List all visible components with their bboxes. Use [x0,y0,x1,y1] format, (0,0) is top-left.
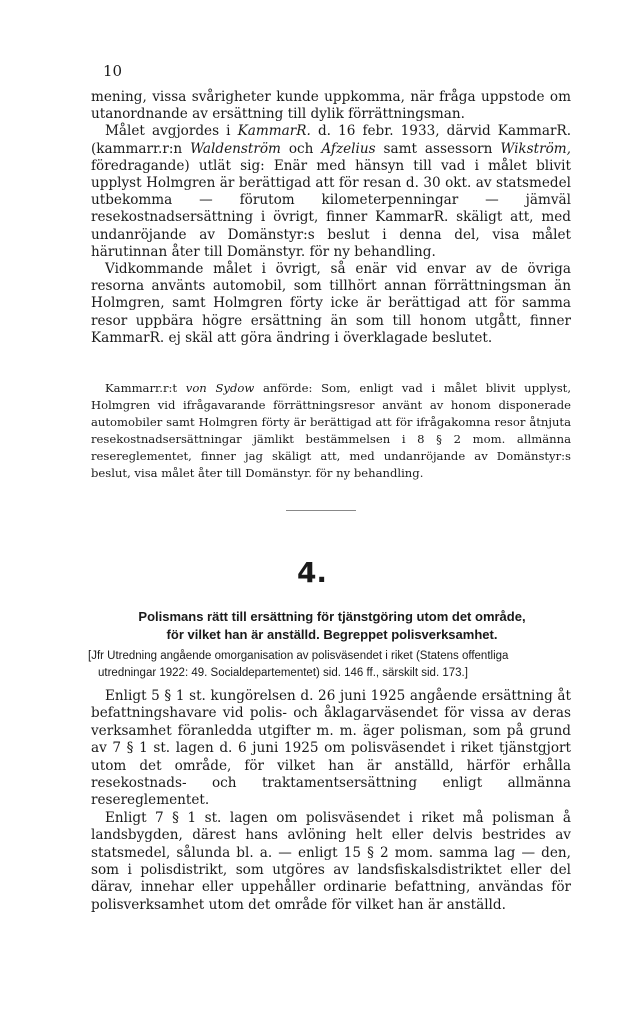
italic-name: Afzelius [321,140,376,157]
section-two-body [91,688,571,914]
page-number: 10 [103,62,123,80]
reference-note [88,648,576,682]
paragraph-3: Vidkommande målet i övrigt, så enär vid envar av de övriga resorna använts automobil, som tillhört annan förrättningsman än Holmgren, samt Holmgren förty icke är berättigad att för samma resor uppbära högre ersättning än som till honom utgått, finner KammarR. ej skäl att göra ändring i överklagade beslutet. [91,261,571,346]
text-run: föredragande) utlät sig: Enär med hänsyn till vad i målet blivit upplyst Holmgren är berättigad att för resan d. 30 okt. av statsmedel utbekomma — förutom kilometerpenningar — jämväl resekostnadsersättning i övrigt, finner KammarR. skäligt att, med undanröjande av Domänstyr:s beslut i denna del, visa målet härutinnan åter till Domänstyr. för ny behandling. [91,157,571,260]
text-run: Kammarr.r:t [105,381,186,395]
italic-name: von Sydow [185,381,255,395]
paragraph-2 [91,123,571,261]
section-divider [286,510,356,511]
text-run: d. 16 febr. 1933, därvid KammarR. (kammarr.r:n [91,123,572,157]
section-one-body [91,89,571,347]
section-number: 4. [296,556,328,589]
dissent-quote [91,380,571,481]
italic-name: Waldenström [190,140,281,157]
quote-paragraph [91,380,571,481]
italic-run: KammarR. [237,123,311,140]
paragraph-1: mening, vissa svårigheter kunde uppkomma, när fråga uppstode om utanordnande av ersättning till dylik förrättningsman. [91,89,571,123]
text-run: samt assessorn [375,140,501,157]
text-run: Målet avgjordes i [105,123,238,140]
italic-name: Wikström, [500,140,571,157]
section-heading [88,608,576,644]
heading-line-2: för vilket han är anställd. Begreppet polisverksamhet. [166,627,498,642]
heading-line-1: Polismans rätt till ersättning för tjänstgöring utom det område, [138,609,526,624]
reference-line-2: utredningar 1922: 49. Socialdepartementet) sid. 146 ff., särskilt sid. 173.] [98,667,468,679]
paragraph-5: Enligt 7 § 1 st. lagen om polisväsendet i riket må polisman å landsbygden, därest hans avlöning helt eller delvis bestrides av statsmedel, sålunda bl. a. — enligt 15 § 2 mom. samma lag — den, som i polisdistrikt, som utgöres av landsfiskalsdistriktet eller del därav, innehar eller uppehåller ordinarie befattning, användas för polisverksamhet utom det område för vilket han är anställd. [91,809,571,913]
paragraph-4: Enligt 5 § 1 st. kungörelsen d. 26 juni 1925 angående ersättning åt befattningshavare vid polis- och åklagarväsendet för vissa av deras verksamhet föranledda utgifter m. m. äger polisman, som på grund av 7 § 1 st. lagen d. 6 juni 1925 om polisväsendet i riket tjänstgjort utom det område, för vilket han är anställd, härför erhålla resekostnads- och traktamentsersättning enligt allmänna resereglementet. [91,688,571,809]
text-run: och [280,140,322,157]
reference-line-1: [Jfr Utredning angående omorganisation av polisväsendet i riket (Statens offentliga [88,650,509,662]
text-run: anförde: Som, enligt vad i målet blivit upplyst, Holmgren vid ifrågavarande förrättningsresor använt av honom disponerade automobiler samt Holmgren förty är berättigad att för ifrågakomna resor åtnjuta resekostnadsersättningar jämlikt bestämmelsen i 8 § 2 mom. allmänna resereglementet, finner jag skäligt att, med undanröjande av Domänstyr:s beslut, visa målet åter till Domänstyr. för ny behandling. [91,381,572,480]
